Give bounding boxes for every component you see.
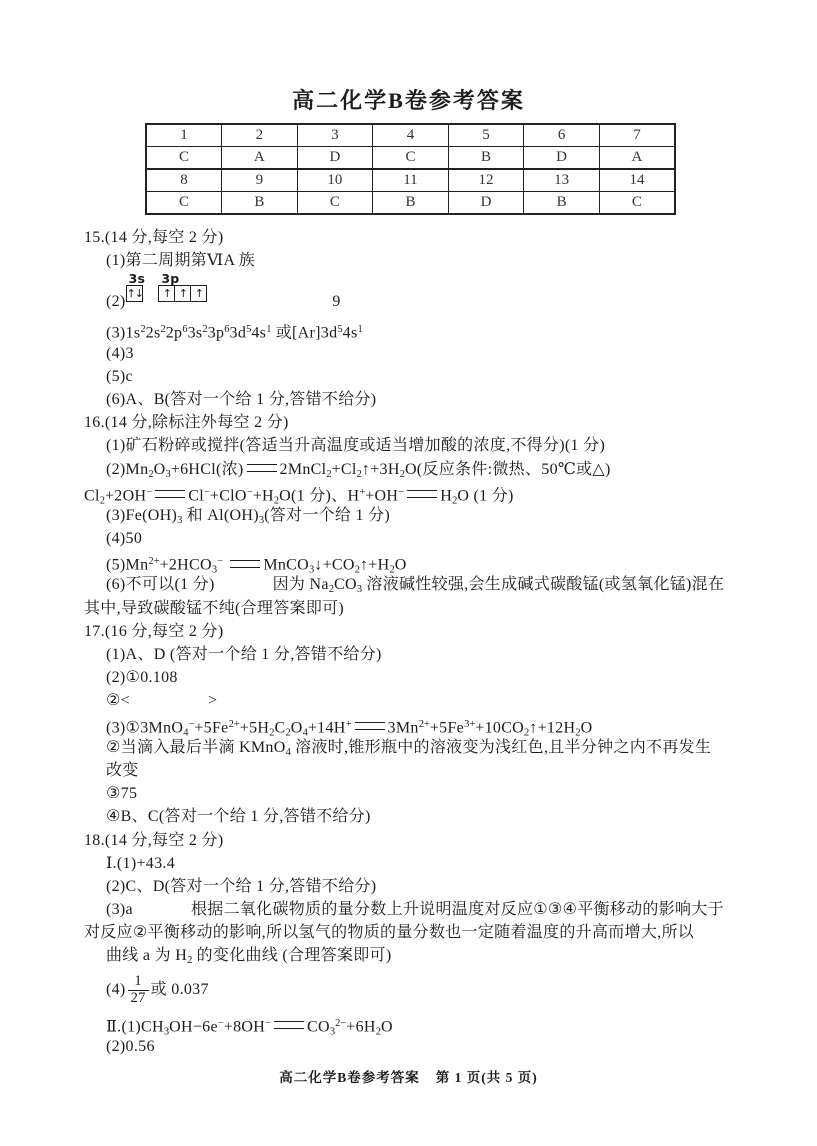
subscript: 2	[187, 955, 193, 967]
answer-line: (1)第二周期第ⅥA 族	[106, 252, 256, 270]
answer-cell: D	[448, 192, 524, 215]
answer-line: ④B、C(答对一个给 1 分,答错不给分)	[106, 808, 371, 826]
superscript: −	[203, 486, 210, 498]
subscript: 3	[165, 468, 171, 480]
subscript: 3	[211, 564, 218, 576]
answer-cell: B	[524, 192, 600, 215]
answer-cell: 3	[297, 124, 373, 147]
answer-cell: 5	[448, 124, 524, 147]
answer-line: 15.(14 分,每空 2 分)	[84, 229, 224, 246]
superscript: 1	[357, 324, 363, 336]
answer-line: 对反应②平衡移动的影响,所以氢气的物质的量分数也一定随着温度的升高而增大,所以	[84, 924, 695, 942]
double-line-equals	[247, 464, 277, 472]
superscript: 2	[202, 324, 208, 336]
subscript: 2	[524, 726, 530, 738]
answer-line: ③75	[106, 785, 138, 803]
superscript: 6	[224, 324, 230, 336]
answer-cell: 8	[146, 169, 222, 192]
orbital-box: ↑	[158, 285, 175, 302]
answer-line: (3)a 根据二氧化碳物质的量分数上升说明温度对反应①③④平衡移动的影响大于	[106, 901, 724, 919]
orbital-box: ↑	[174, 285, 191, 302]
answer-line: (4)3	[106, 344, 134, 362]
answer-cell: C	[373, 147, 449, 170]
double-line-equals	[407, 490, 437, 498]
answer-cell: A	[599, 147, 675, 170]
double-line-equals	[230, 560, 260, 568]
subscript: 2	[354, 564, 360, 576]
subscript: 4	[285, 746, 291, 758]
answer-line: (2)C、D(答对一个给 1 分,答错不给分)	[106, 877, 377, 895]
superscript: −	[217, 1017, 224, 1029]
answer-cell: 6	[524, 124, 600, 147]
answer-cell: B	[448, 147, 524, 170]
answer-cell: 4	[373, 124, 449, 147]
superscript: +	[359, 486, 366, 498]
double-line-equals	[355, 722, 385, 730]
answer-cell: D	[297, 147, 373, 170]
answer-cell: 2	[222, 124, 298, 147]
subscript: 2	[375, 1026, 382, 1038]
answer-line: (5)c	[106, 367, 133, 385]
orbital-label: 3p	[161, 271, 180, 287]
table-row	[146, 192, 675, 215]
answer-table	[145, 123, 676, 215]
double-line-equals	[274, 1021, 304, 1029]
answer-line: (6)不可以(1 分) 因为 $Na_2CO_3$ 溶液碱性较强,会生成碱式碳酸锰(或氢氧化锰)混在	[106, 576, 725, 596]
superscript: 5	[246, 324, 252, 336]
answer-cell: C	[146, 192, 222, 215]
superscript: 5	[337, 324, 343, 336]
answer-line: 17.(16 分,每空 2 分)	[84, 622, 224, 640]
answer-cell: 13	[524, 169, 600, 192]
answer-cell: B	[373, 192, 449, 215]
superscript: 2+	[148, 556, 160, 568]
section-q18	[84, 829, 764, 1059]
answer-line: Ⅰ.(1)+43.4	[106, 854, 175, 872]
answer-line: 曲线 a 为 $H_2$ 的变化曲线 (合理答案即可)	[106, 947, 392, 967]
answer-line: 改变	[106, 761, 139, 779]
subscript: 4	[302, 726, 308, 738]
answer-line: $Cl_2+2OH^-$ $Cl^-+ClO^-+H_2O(1$ 分)、H++OH− $H_2O$ (1 分)	[84, 486, 514, 507]
orbital-box: ↑↓	[126, 287, 143, 301]
answer-cell: 1	[146, 124, 222, 147]
superscript: 2+	[418, 718, 430, 730]
answer-line: (4)50	[106, 530, 143, 548]
subscript: 2	[356, 468, 362, 480]
superscript: 2+	[228, 718, 240, 730]
answer-line: (2)0.56	[106, 1037, 155, 1055]
superscript: −	[188, 718, 195, 730]
answer-cell: C	[297, 192, 373, 215]
superscript: 2	[160, 324, 166, 336]
superscript: −	[146, 486, 153, 498]
answer-cell: D	[524, 147, 600, 170]
subscript: 3	[163, 1026, 170, 1038]
subscript: 3	[356, 584, 363, 596]
superscript: 6	[182, 324, 188, 336]
answer-line: $(3)Fe(OH)_3$ 和 $Al(OH)_3$(答对一个给 1 分)	[106, 506, 391, 527]
answer-line: (4) $\frac{1}{27}$ 或 0.037	[106, 973, 209, 1007]
superscript: −	[265, 1017, 272, 1029]
answer-cell: B	[222, 192, 298, 215]
superscript: 1	[266, 324, 272, 336]
answer-line: (1)矿石粉碎或搅拌(答适当升高温度或适当增加酸的浓度,不得分)(1 分)	[106, 437, 606, 455]
subscript: 2	[285, 726, 291, 738]
double-line-equals	[155, 490, 185, 498]
superscript: −	[217, 556, 224, 568]
table-row	[146, 124, 675, 147]
answer-line: $(2)Mn_2O_3+6HCl$(浓) $2MnCl_2+Cl_2↑+3H_2O$(反应条件:微热、50℃或△)	[106, 460, 611, 480]
subscript: 3	[177, 515, 183, 527]
answer-content	[84, 226, 764, 1058]
subscript: 2	[399, 468, 405, 480]
subscript: 2	[575, 726, 581, 738]
answer-line: $(5)Mn^{2+}+2HCO_3^-$ $MnCO_3↓+CO_2↑+H_2O$	[106, 556, 407, 576]
orbital-box: ↑	[190, 285, 207, 302]
superscript: 3+	[464, 718, 476, 730]
answer-line: (2)①0.108	[106, 669, 178, 687]
answer-line: 16.(14 分,除标注外每空 2 分)	[84, 414, 289, 432]
answer-line: ②当滴入最后半滴 KMnO$_4$ 溶液时,锥形瓶中的溶液变为浅红色,且半分钟之内不再发生	[106, 738, 712, 758]
table-row	[146, 169, 675, 192]
answer-cell: C	[146, 147, 222, 170]
answer-line: (6)A、B(答对一个给 1 分,答错不给分)	[106, 390, 377, 408]
answer-cell: C	[599, 192, 675, 215]
subscript: 2	[273, 495, 280, 507]
subscript: 2	[389, 564, 395, 576]
section-q16	[84, 411, 764, 620]
answer-line: $(3)①3MnO_4^-+5Fe^{2+}+5H_2C_2O_4+14H^+$ $3Mn^{2+}+5Fe^{3+}+10CO_2↑+12H_2O$	[106, 718, 593, 738]
subscript: 2	[452, 495, 458, 507]
answer-cell: 10	[297, 169, 373, 192]
answer-line: $Ⅱ.(1)CH_3OH-6e^-+8OH^-$ $CO_3^{2-}+6H_2O$	[106, 1017, 393, 1038]
answer-line: ②< >	[106, 692, 218, 710]
subscript: 3	[258, 515, 265, 527]
superscript: −	[398, 486, 405, 498]
answer-line: $(3)1s^22s^22p^63s^23p^63d^54s^1$ 或$[Ar]3d^54s^1$	[106, 324, 363, 342]
superscript: −	[246, 486, 253, 498]
answer-cell: 11	[373, 169, 449, 192]
superscript: 2−	[335, 1017, 347, 1029]
subscript: 2	[148, 468, 154, 480]
answer-cell: 14	[599, 169, 675, 192]
answer-line: 18.(14 分,每空 2 分)	[84, 831, 224, 849]
orbital-label: 3s	[128, 271, 146, 287]
answer-table-body	[146, 124, 675, 214]
superscript: +	[345, 718, 352, 730]
superscript: 2	[140, 324, 146, 336]
section-q17	[84, 620, 764, 829]
subscript: 2	[269, 726, 275, 738]
subscript: 4	[183, 726, 189, 738]
section-q15	[84, 226, 764, 411]
table-row	[146, 147, 675, 170]
answer-cell: 9	[222, 169, 298, 192]
fraction: $\frac{1}{27}$	[128, 974, 149, 1007]
page-footer	[0, 1066, 817, 1086]
subscript: 3	[329, 1026, 336, 1038]
answer-cell: A	[222, 147, 298, 170]
page-title: 高二化学B卷参考答案	[292, 88, 525, 113]
subscript: 2	[99, 495, 105, 507]
answer-cell: 12	[448, 169, 524, 192]
answer-line: (2) 3s ↑↓ 3p ↑ ↑ ↑ 9	[84, 272, 764, 318]
answer-line: 其中,导致碳酸锰不纯(合理答案即可)	[84, 599, 345, 617]
footer-page-number: 第 1 页(共 5 页)	[435, 1070, 538, 1085]
answer-line: (1)A、D (答对一个给 1 分,答错不给分)	[106, 646, 382, 663]
answer-cell: 7	[599, 124, 675, 147]
subscript: 2	[326, 468, 332, 480]
subscript: 3	[309, 564, 315, 576]
footer-title: 高二化学B卷参考答案	[279, 1070, 420, 1085]
subscript: 2	[328, 584, 335, 596]
